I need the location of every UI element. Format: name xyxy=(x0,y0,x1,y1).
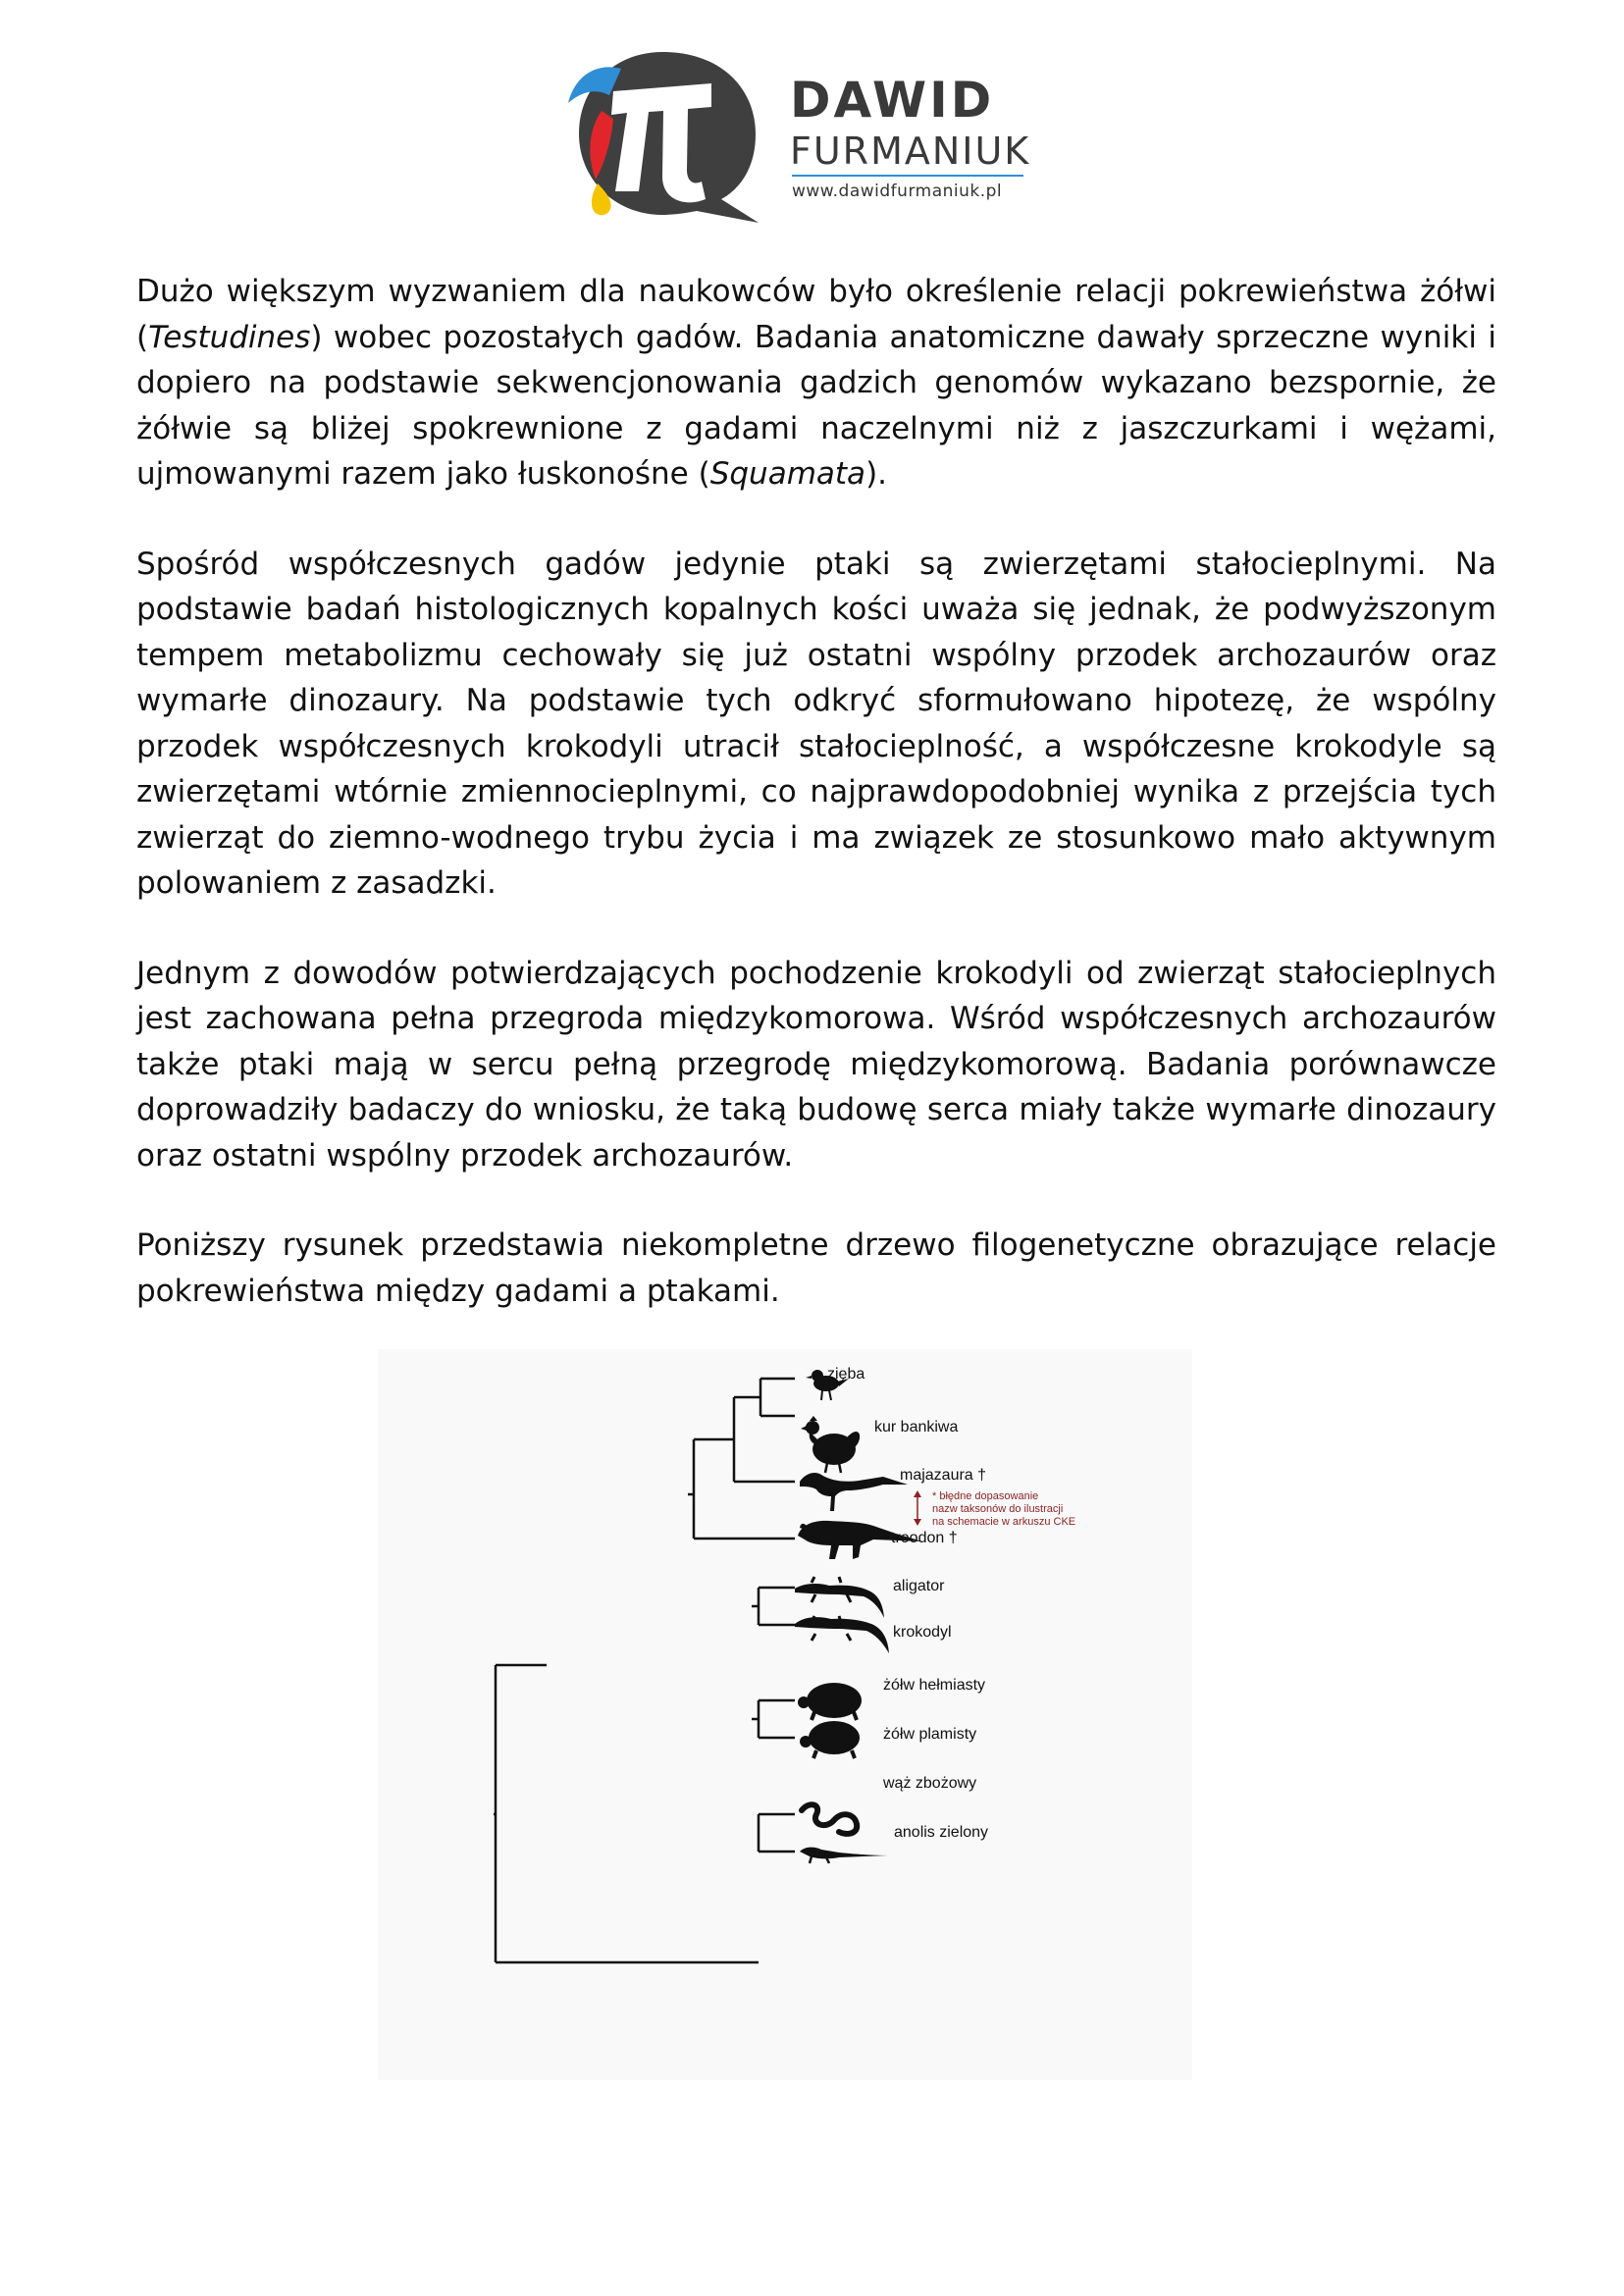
taxon-label: aligator xyxy=(893,1578,945,1594)
taxon-label: żółw plamisty xyxy=(883,1726,977,1743)
text-run: Poniższy rysunek przedstawia niekompletne drzewo filogenetyczne obrazujące relacje pokrewieństwa między gadami a ptakami. xyxy=(136,1227,1496,1309)
taxon-label: troodon † xyxy=(891,1530,958,1546)
taxon-label: majazaura † xyxy=(900,1467,987,1484)
note-line: nazw taksonów do ilustracji xyxy=(932,1503,1064,1515)
text-run: Jednym z dowodów potwierdzających pochodzenie krokodyli od zwierząt stałocieplnych jest zachowana pełna przegroda międzykomorowa. Wśród współczesnych archozaurów także ptaki mają w sercu pełną przegrodę międzykomorową. Badania porównawcze doprowadziły badaczy do wniosku, że taką budowę serca miały także wymarłe dinozaury oraz ostatni wspólny przodek archozaurów. xyxy=(136,955,1496,1174)
paragraph xyxy=(136,951,1496,1179)
paragraph xyxy=(136,269,1496,497)
taxon-label: żółw hełmiasty xyxy=(883,1677,986,1694)
italic-term: Squamata xyxy=(709,456,866,492)
taxon-label: anolis zielony xyxy=(894,1824,989,1841)
taxon-label: wąż zbożowy xyxy=(883,1775,977,1792)
logo-last-name: FURMANIUK xyxy=(790,130,1031,173)
pi-logo-icon xyxy=(564,44,800,231)
note-line: na schemacie w arkuszu CKE xyxy=(932,1516,1076,1528)
logo-url: www.dawidfurmaniuk.pl xyxy=(792,182,1003,201)
logo-first-name: DAWID xyxy=(790,72,995,129)
text-run: ). xyxy=(865,456,888,492)
phylogenetic-tree-figure xyxy=(378,1349,1192,2080)
text-run: Spośród współczesnych gadów jedynie ptaki są zwierzętami stałocieplnymi. Na podstawie badań histologicznych kopalnych kości uważa się jednak, że podwyższonym tempem metabolizmu cechowały się już ostatni wspólny przodek archozaurów oraz wymarłe dinozaury. Na podstawie tych odkryć sformułowano hipotezę, że wspólny przodek współczesnych krokodyli utracił stałocieplność, a współczesne krokodyle są zwierzętami wtórnie zmiennocieplnymi, co najprawdopodobniej wynika z przejścia tych zwierząt do ziemno-wodnego trybu życia i ma związek ze stosunkowo mało aktywnym polowaniem z zasadzki. xyxy=(136,546,1496,901)
note-line: * błędne dopasowanie xyxy=(932,1490,1039,1502)
taxon-label: zięba xyxy=(827,1366,865,1383)
logo xyxy=(564,44,1035,231)
text-run: ) wobec pozostałych gadów. Badania anatomiczne dawały sprzeczne wyniki i dopiero na podstawie sekwencjonowania gadzich genomów wykazano bezspornie, że żółwie są bliżej spokrewnione z gadami naczelnymi niż z jaszczurkami i wężami, ujmowanymi razem jako łuskonośne ( xyxy=(136,319,1496,492)
logo-divider xyxy=(792,175,1023,177)
paragraph xyxy=(136,1223,1496,1314)
text-run: Dużo większym wyzwaniem dla naukowców było określenie relacji pokrewieństwa żółwi ( xyxy=(136,274,1496,355)
document-body xyxy=(136,269,1496,1358)
figure-background xyxy=(378,1349,1192,2080)
paragraph xyxy=(136,542,1496,907)
italic-term: Testudines xyxy=(148,319,311,355)
phylogenetic-tree-svg xyxy=(378,1349,1192,2080)
taxon-label: kur bankiwa xyxy=(874,1419,959,1435)
taxon-label: krokodyl xyxy=(893,1624,952,1641)
